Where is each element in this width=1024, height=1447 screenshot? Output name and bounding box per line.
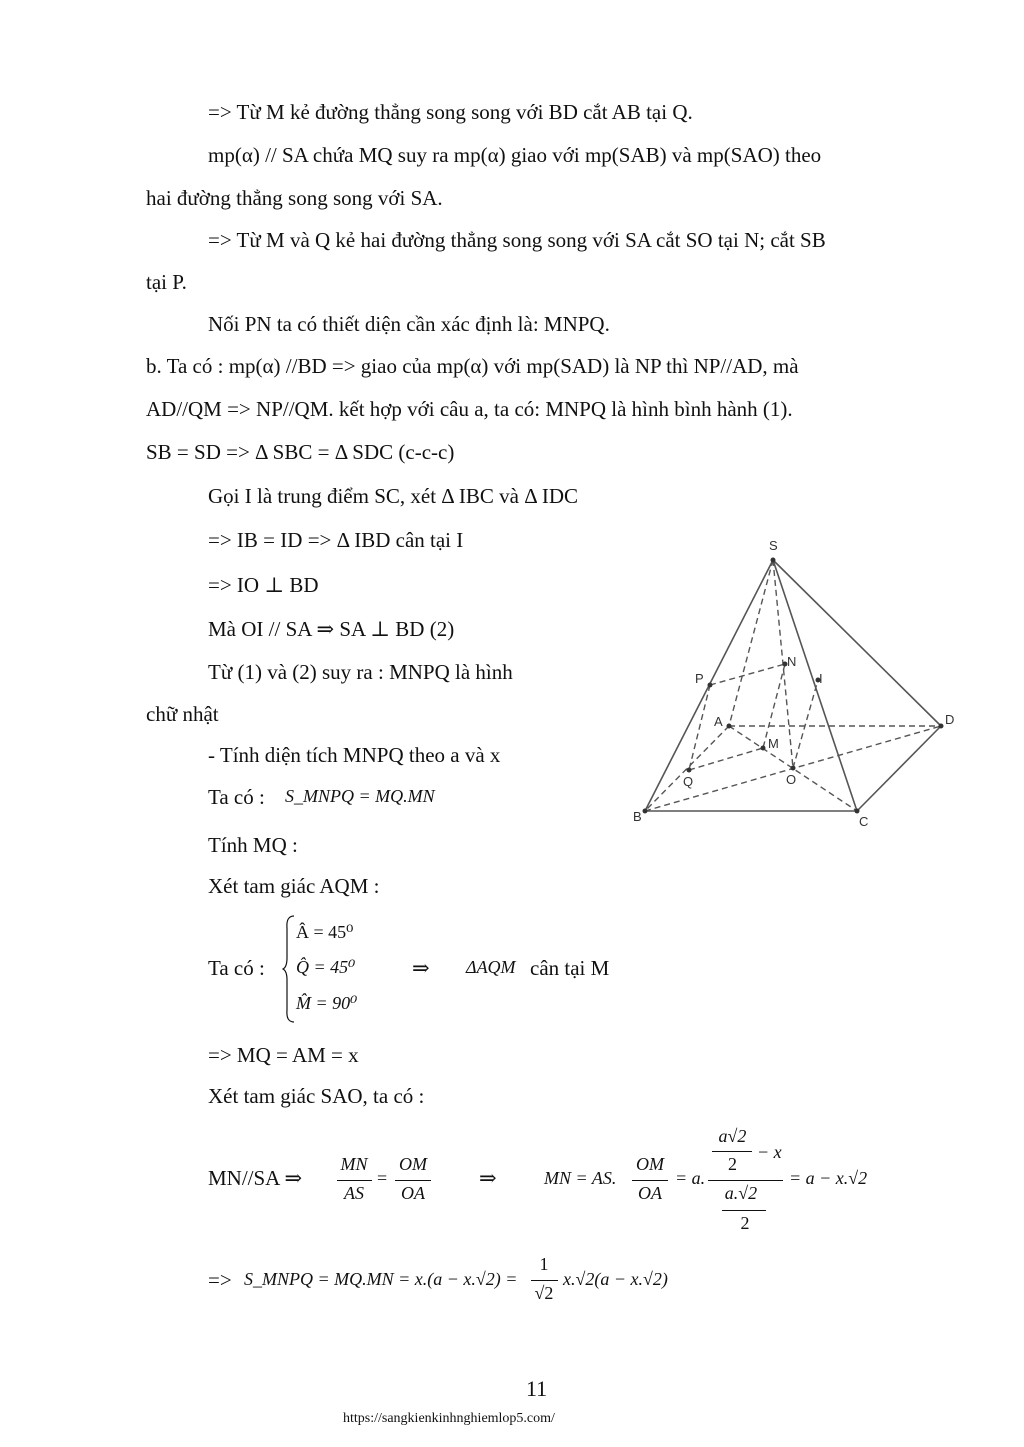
- text-line: Xét tam giác SAO, ta có :: [208, 1084, 425, 1108]
- text-line: tại P.: [146, 270, 187, 294]
- text-line: Mà OI // SA ⇒ SA ⊥ BD (2): [208, 617, 455, 641]
- final-formula: S_MNPQ = MQ.MN = x.(a − x.√2) =: [244, 1269, 518, 1289]
- text-line: => MQ = AM = x: [208, 1043, 359, 1067]
- final-tail: x.√2(a − x.√2): [563, 1269, 668, 1289]
- text-line: MN//SA ⇒: [208, 1166, 303, 1190]
- label-m: M: [768, 736, 779, 751]
- text-line: cân tại M: [530, 956, 610, 980]
- text-line: - Tính diện tích MNPQ theo a và x: [208, 743, 501, 767]
- label-o: O: [786, 772, 797, 787]
- implies-icon: ⇒: [479, 1166, 497, 1190]
- text-line: AD//QM => NP//QM. kết hợp với câu a, ta có: MNPQ là hình bình hành (1).: [146, 397, 793, 421]
- fraction-bar: [632, 1180, 668, 1181]
- edge-oi: [793, 680, 818, 768]
- label-c: C: [859, 814, 869, 829]
- implies-icon: ⇒: [412, 956, 430, 980]
- edge-pn: [710, 664, 785, 685]
- triangle-aqm: ΔAQM: [466, 957, 516, 977]
- frac-num: MN: [340, 1154, 368, 1174]
- label-i: I: [819, 671, 823, 686]
- eq-a: = a.: [675, 1168, 706, 1188]
- fraction-bar: [712, 1151, 752, 1152]
- angle-m: M̂ = 90⁰: [296, 993, 358, 1013]
- label-p: P: [695, 671, 704, 686]
- frac-two: 2: [740, 1213, 750, 1233]
- fraction-bar: [708, 1180, 783, 1181]
- frac-den: AS: [344, 1183, 364, 1203]
- text-line: Ta có :: [208, 785, 265, 809]
- label-q: Q: [683, 774, 694, 789]
- text-line: b. Ta có : mp(α) //BD => giao của mp(α) với mp(SAD) là NP thì NP//AD, mà: [146, 354, 799, 378]
- edge-pq: [689, 685, 710, 770]
- eq-mn: MN = AS.: [544, 1168, 617, 1188]
- label-d: D: [945, 712, 955, 727]
- angle-a: Â = 45⁰: [296, 922, 354, 942]
- text-line: Từ (1) và (2) suy ra : MNPQ là hình: [208, 660, 513, 684]
- label-n: N: [787, 654, 797, 669]
- frac-num: OM: [636, 1154, 664, 1174]
- text-line: => Từ M và Q kẻ hai đường thẳng song song với SA cắt SO tại N; cắt SB: [208, 228, 826, 252]
- text-line: Xét tam giác AQM :: [208, 874, 380, 898]
- text-line: Ta có :: [208, 956, 265, 980]
- text-line: SB = SD => Δ SBC = Δ SDC (c-c-c): [146, 440, 455, 464]
- frac-num-top: a√2: [718, 1126, 747, 1146]
- frac-num: OM: [399, 1154, 427, 1174]
- frac-two: 2: [728, 1154, 737, 1174]
- label-a: A: [714, 714, 723, 729]
- frac-den: OA: [638, 1183, 662, 1203]
- text-line: Tính MQ :: [208, 833, 298, 857]
- frac-one: 1: [539, 1254, 549, 1274]
- text-line: mp(α) // SA chứa MQ suy ra mp(α) giao với mp(SAB) và mp(SAO) theo: [208, 143, 822, 167]
- eq-result: = a − x.√2: [789, 1168, 868, 1188]
- page-number: 11: [526, 1376, 548, 1401]
- pyramid-figure: [625, 530, 970, 830]
- text-line: => Từ M kẻ đường thẳng song song với BD cắt AB tại Q.: [208, 100, 693, 124]
- text-line: => IO ⊥ BD: [208, 573, 319, 597]
- fraction-bar: [531, 1280, 558, 1281]
- edge-sd: [773, 560, 941, 726]
- frac-den: OA: [401, 1183, 425, 1203]
- label-b: B: [633, 809, 642, 824]
- area-formula: S_MNPQ = MQ.MN: [285, 786, 435, 806]
- equals-sign: =: [377, 1168, 388, 1188]
- frac-den-top: a.√2: [724, 1183, 758, 1203]
- text-line: => IB = ID => Δ IBD cân tại I: [208, 528, 464, 552]
- text-line: chữ nhật: [146, 702, 219, 726]
- fraction-bar: [722, 1210, 766, 1211]
- edge-qm: [689, 748, 763, 770]
- text-line: =>: [208, 1268, 232, 1292]
- fraction-bar: [337, 1180, 372, 1181]
- brace-icon: [282, 914, 296, 1024]
- angle-q: Q̂ = 45⁰: [296, 957, 356, 977]
- minus-x: − x: [757, 1142, 782, 1162]
- fraction-bar: [395, 1180, 431, 1181]
- text-line: hai đường thẳng song song với SA.: [146, 186, 443, 210]
- frac-sqrt2: √2: [534, 1283, 554, 1303]
- text-line: Nối PN ta có thiết diện cần xác định là: MNPQ.: [208, 312, 610, 336]
- footer-url[interactable]: https://sangkienkinhnghiemlop5.com/: [343, 1411, 555, 1426]
- label-s: S: [769, 538, 778, 553]
- text-line: Gọi I là trung điểm SC, xét Δ IBC và Δ IDC: [208, 484, 578, 508]
- edge-sa: [729, 560, 773, 726]
